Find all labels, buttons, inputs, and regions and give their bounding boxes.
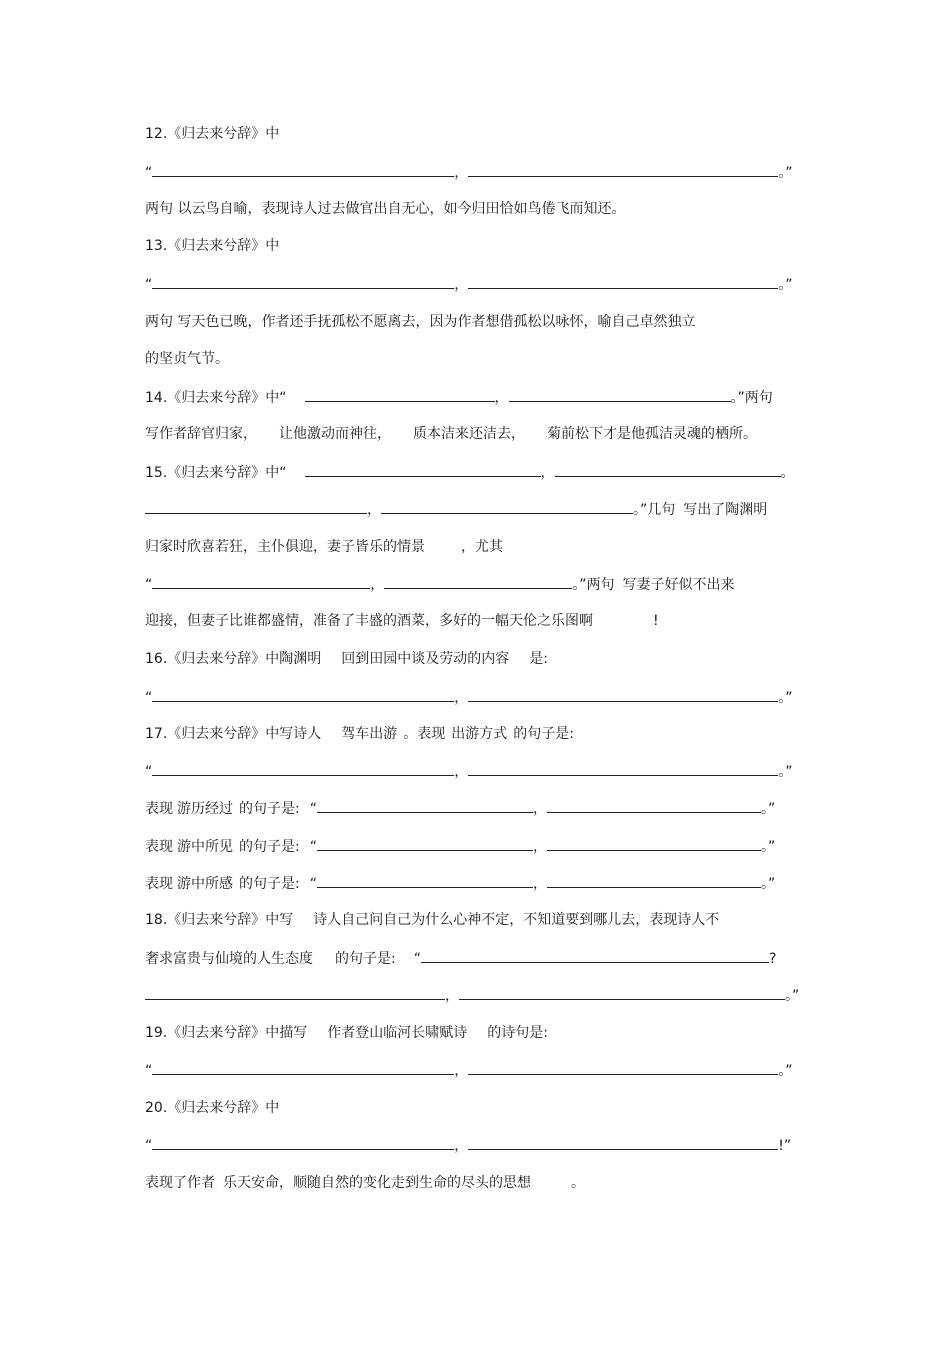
q15-blank-5[interactable] [152, 574, 370, 589]
q13-answer-line: “ ， 。” [145, 274, 793, 294]
q14-blank-1[interactable] [305, 387, 495, 402]
q17-blank-2[interactable] [468, 761, 778, 776]
q19-blank-2[interactable] [468, 1060, 778, 1075]
q16-answer-line: “ ， 。” [145, 687, 793, 707]
q17-row-seen: 表现 游中所见 的句子是: “ ， 。” [145, 836, 775, 856]
q15-blank-6[interactable] [384, 574, 572, 589]
q17-row-felt: 表现 游中所感 的句子是: “ ， 。” [145, 873, 775, 893]
q20-blank-2[interactable] [468, 1135, 778, 1150]
q17-blank-5[interactable] [317, 836, 533, 851]
q15-blank-1[interactable] [305, 462, 541, 477]
q17-row-journey: 表现 游历经过 的句子是: “ ， 。” [145, 798, 775, 818]
q16-blank-2[interactable] [468, 687, 778, 702]
q15-description-2: 归家时欣喜若狂，主仆俱迎，妻子皆乐的情景 ，尤其 [145, 539, 503, 555]
q15-blank-2[interactable] [555, 462, 781, 477]
q14-blank-2[interactable] [509, 387, 731, 402]
q17-stem: 17.《归去来兮辞》中写诗人 驾车出游 。表现 出游方式 的句子是: [145, 726, 574, 742]
q12-blank-1[interactable] [152, 162, 454, 177]
q17-blank-7[interactable] [317, 873, 533, 888]
q15-blank-3[interactable] [145, 499, 367, 514]
q12-description: 两句 以云鸟自喻，表现诗人过去做官出自无心，如今归田恰如鸟倦飞而知还。 [145, 201, 626, 217]
q20-answer-line: “ ， !” [145, 1135, 791, 1155]
q18-blank-2[interactable] [145, 985, 445, 1000]
q17-blank-1[interactable] [152, 761, 454, 776]
q17-blank-8[interactable] [547, 873, 761, 888]
q17-blank-4[interactable] [547, 798, 761, 813]
q18-blank-1[interactable] [421, 948, 769, 963]
q15-description-4: 迎接，但妻子比谁都盛情，准备了丰盛的酒菜，多好的一幅天伦之乐图啊 ! [145, 613, 659, 629]
q12-blank-2[interactable] [468, 162, 778, 177]
q18-blank-3[interactable] [459, 985, 785, 1000]
q13-blank-2[interactable] [468, 274, 778, 289]
q15-blank-4[interactable] [381, 499, 633, 514]
q13-blank-1[interactable] [152, 274, 454, 289]
q16-blank-1[interactable] [152, 687, 454, 702]
q20-description: 表现了作者 乐天安命，顺随自然的变化走到生命的尽头的思想 。 [145, 1175, 585, 1191]
q17-answer-line: “ ， 。” [145, 761, 793, 781]
q15-answer-line-2: “ ， 。”两句 写妻子好似不出来 [145, 574, 735, 594]
q19-answer-line: “ ， 。” [145, 1060, 793, 1080]
q13-description-2: 的坚贞气节。 [145, 351, 229, 367]
q20-blank-1[interactable] [152, 1135, 454, 1150]
q14-stem-line: 14.《归去来兮辞》中“ ， 。”两句 [145, 387, 773, 407]
q17-blank-3[interactable] [317, 798, 533, 813]
q13-stem: 13.《归去来兮辞》中 [145, 238, 280, 254]
q12-answer-line: “ ， 。” [145, 162, 793, 182]
q14-description: 写作者辞官归家， 让他激动而神往， 质本洁来还洁去， 菊前松下才是他孤洁灵魂的栖所。 [145, 426, 757, 442]
q12-stem: 12.《归去来兮辞》中 [145, 126, 280, 142]
q20-stem: 20.《归去来兮辞》中 [145, 1100, 280, 1116]
q18-stem-line-2: 奢求富贵与仙境的人生态度 的句子是: “ ? [145, 948, 776, 968]
q15-stem-line: 15.《归去来兮辞》中“ ， 。 [145, 462, 795, 482]
q18-stem: 18.《归去来兮辞》中写 诗人自己问自己为什么心神不定，不知道要到哪儿去，表现诗人不 [145, 912, 720, 928]
q15-answer-line-1: ， 。”几句 写出了陶渊明 [145, 499, 767, 519]
q13-description-1: 两句 写天色已晚，作者还手抚孤松不愿离去，因为作者想借孤松以咏怀，喻自己卓然独立 [145, 314, 696, 330]
q19-blank-1[interactable] [152, 1060, 454, 1075]
q17-blank-6[interactable] [547, 836, 761, 851]
q18-answer-line: ， 。” [145, 985, 799, 1005]
q19-stem: 19.《归去来兮辞》中描写 作者登山临河长啸赋诗 的诗句是: [145, 1025, 548, 1041]
q16-stem: 16.《归去来兮辞》中陶渊明 回到田园中谈及劳动的内容 是: [145, 651, 548, 667]
